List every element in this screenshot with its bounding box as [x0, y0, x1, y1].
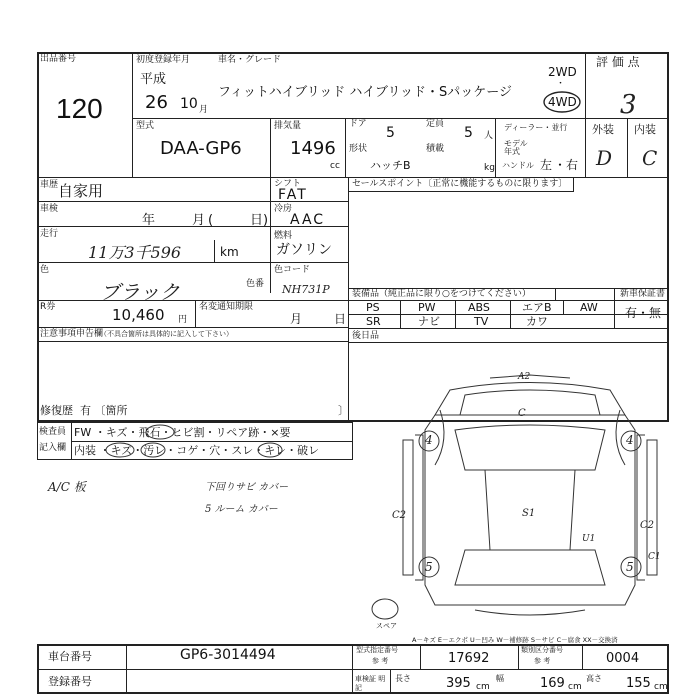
equip-aw: AW [580, 301, 598, 314]
load-unit: kg [484, 163, 495, 173]
displacement-value: 1496 [290, 138, 336, 159]
equip-abs: ABS [468, 301, 490, 314]
first-reg-era: 平成 [140, 72, 167, 87]
capacity-label: 定員 [426, 119, 445, 129]
inspection-day: 日) [250, 213, 269, 228]
new-warranty-value: 有・無 [625, 306, 662, 320]
capacity-value: 5 [464, 125, 473, 141]
first-reg-month-unit: 月 [199, 105, 209, 115]
inspection-label: 車検 [40, 204, 59, 214]
designated-no-value: 17692 [448, 651, 490, 666]
designated-no-label: 型式指定番号 [356, 646, 398, 654]
registration-label: 登録番号 [48, 675, 92, 688]
fuel-label: 燃料 [274, 231, 293, 241]
color-label: 色 [40, 265, 50, 275]
exterior-value: D [596, 146, 613, 170]
mark-a2: A2 [518, 372, 531, 382]
color-code-label: 色コード [274, 265, 311, 275]
score-value: 3 [620, 90, 637, 120]
mark-tire-rl: 5 [425, 560, 433, 574]
height-value: 155 [626, 676, 651, 691]
chassis-label: 車台番号 [48, 650, 92, 663]
notes-label: 注意事項申告欄 [40, 329, 104, 339]
load-label: 積載 [426, 144, 445, 154]
inspector-label-1: 検査員 [39, 427, 67, 437]
score-label: 評 価 点 [596, 55, 640, 69]
color-code-value: NH731P [282, 283, 330, 296]
mark-c1: C1 [648, 552, 661, 562]
name-change-label: 名変通知期限 [199, 302, 254, 312]
equip-ps: PS [366, 301, 380, 314]
dealer-label: ディーラー・並行 [504, 123, 568, 132]
spare-tire-icon [370, 597, 400, 623]
shift-label: シフト [274, 179, 302, 189]
width-unit: cm [568, 682, 582, 692]
note-cover: 5 ルーム カバー [205, 504, 278, 515]
equip-navi: ナビ [418, 315, 440, 328]
name-change-day: 日 [334, 312, 347, 326]
length-unit: cm [476, 682, 490, 692]
mark-s1: S1 [522, 508, 536, 519]
inspection-month: 月 [192, 213, 206, 228]
model-year-label: モデル年式 [504, 139, 528, 156]
inspection-year: 年 [142, 213, 156, 228]
equip-tv: TV [474, 315, 489, 328]
recycle-value: 10,460 [112, 306, 165, 324]
usage-value: 自家用 [58, 182, 104, 200]
handle-left: 左 [540, 158, 553, 172]
chassis-value: GP6-3014494 [180, 647, 276, 663]
note-ac: A/C 板 [48, 480, 86, 494]
class-no-label: 類別区分番号 [521, 646, 563, 654]
mark-tire-fr: 4 [626, 433, 634, 447]
mileage-unit: km [220, 245, 239, 259]
handle-dot: ・ [554, 158, 567, 172]
equipment-label: 装備品（純正品に限り○をつけてください） [352, 289, 531, 299]
mark-c2-left: C2 [392, 510, 407, 521]
shift-value: FAT [278, 187, 308, 203]
notes-sub: （不具合箇所は具体的に記入して下さい） [100, 330, 233, 338]
width-label: 幅 [496, 674, 504, 683]
displacement-unit: cc [330, 161, 340, 171]
inspector-label-2: 記入欄 [39, 443, 67, 453]
aircon-label: 冷房 [274, 204, 293, 214]
height-label: 高さ [586, 674, 602, 683]
mark-tire-fl: 4 [425, 433, 433, 447]
capacity-unit: 人 [484, 131, 494, 141]
designated-no-sub: 参 考 [372, 657, 389, 665]
note-underbody: 下回りサビ カバー [205, 482, 289, 493]
lot-number-label: 出品番号 [40, 54, 77, 64]
first-reg-label: 初度登録年月 [136, 55, 191, 65]
color-no-label: 色番 [246, 279, 265, 289]
repair-history-value: 有 〔箇所 [80, 404, 128, 417]
damage-legend: A－キズ E－エクボ U－凹み W－補修跡 S－サビ C－腐食 XX－交換済 [412, 636, 618, 644]
aircon-value: AAC [290, 212, 326, 228]
inspector-line-1: FW ・キズ・飛石・ヒビ割・リペア跡・×要 [74, 426, 291, 439]
mark-c2-right: C2 [640, 520, 655, 531]
first-reg-year: 26 [145, 92, 168, 113]
recycle-unit: 円 [178, 315, 188, 325]
mileage-value: 11万3千596 [88, 243, 182, 262]
drive-4wd: 4WD [548, 95, 577, 109]
mark-u1: U1 [582, 534, 596, 544]
model-value: DAA-GP6 [160, 138, 242, 159]
length-value: 395 [446, 676, 471, 691]
exterior-label: 外装 [592, 123, 614, 136]
class-no-value: 0004 [606, 651, 640, 666]
interior-value: C [642, 146, 658, 170]
car-name-label: 車名・グレード [218, 55, 282, 65]
shape-label: 形状 [349, 144, 368, 154]
length-label: 長さ [395, 674, 411, 683]
interior-label: 内装 [634, 123, 656, 136]
rear-items-label: 後日品 [352, 331, 380, 341]
equip-pw: PW [418, 301, 436, 314]
class-no-sub: 参 考 [534, 657, 551, 665]
width-value: 169 [540, 676, 565, 691]
displacement-label: 排気量 [274, 121, 302, 131]
shape-value: ハッチB [370, 159, 411, 172]
fuel-value: ガソリン [276, 242, 332, 258]
spare-label: スペア [376, 622, 397, 630]
model-label: 型式 [136, 121, 155, 131]
inspection-day-open: ( [208, 213, 214, 228]
height-unit: cm [654, 682, 668, 692]
drive-2wd: 2WD [548, 65, 577, 79]
doors-value: 5 [386, 125, 395, 141]
handle-right: 右 [566, 158, 579, 172]
equip-airbag: エアB [522, 301, 552, 314]
lot-number: 120 [56, 93, 103, 124]
equip-sr: SR [366, 315, 381, 328]
recycle-label: R券 [40, 302, 56, 312]
repair-history-close: 〕 [338, 404, 349, 417]
drive-dot: ・ [556, 79, 566, 89]
mark-c-front: C [518, 408, 526, 419]
doors-label: ドア [349, 119, 367, 129]
name-change-month: 月 [290, 312, 303, 326]
mileage-label: 走行 [40, 229, 59, 239]
usage-label: 車歴 [40, 180, 59, 190]
equip-leather: カワ [526, 315, 548, 328]
sales-point-label: セールスポイント〔正常に機能するものに限ります〕 [352, 179, 568, 189]
inspector-line-2: 内装 ・キズ・汚レ・コゲ・穴・スレ・キレ・破レ [74, 444, 320, 457]
repair-history-label: 修復歴 [40, 404, 73, 417]
color-value: ブラック [100, 280, 180, 304]
car-damage-diagram [395, 370, 670, 630]
dims-label: 車検証 明記 [355, 675, 386, 693]
first-reg-month: 10 [180, 96, 198, 112]
mark-tire-rr: 5 [626, 560, 634, 574]
car-name: フィットハイブリッド ハイブリッド・Sパッケージ [218, 85, 512, 100]
new-warranty-label: 新車保証書 [620, 289, 666, 299]
handle-label: ハンドル [502, 161, 534, 170]
